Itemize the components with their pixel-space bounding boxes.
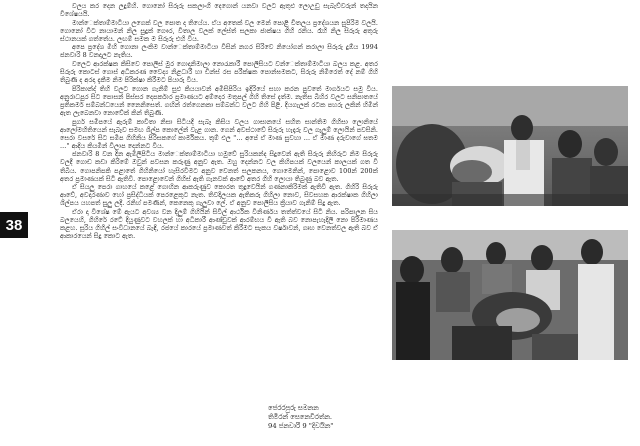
page-number: 38 bbox=[5, 216, 23, 234]
crowd-photo-icon bbox=[392, 86, 628, 206]
article-paragraph: වලය කර දෙන ලදුම්හි. ගොනෝ සිරුරු සකලාංගි දෙගොන් යනවා වලට ඇතුළු ලොඋඩු සැබැව්වරුන් තදයින විශේෂයයි. bbox=[60, 2, 378, 19]
article-paragraph: පිරිකාන්ද් තිහි වලට ගොන ගැනිම් සුළු කියයාවන් අමිසිපිරිය ඉදිරියේ සහා කරන පුවතේ මාර්ගයට සමු විය. අනුරාධපුර සිට පොසන් පිස්සර දෙපර්කාර ප්‍රමාණයට අම්දෙර මතුපල් ගිහි තිසේ දැත්ම. නැතිස බිහිර වලට සනිපාතයේ ප්‍රතිකර්ම සම්බන්ධයෙන් නෛනිසෙත්. ගඟින් රත්ගෙනකා සම්බන්ධ වලට ගිහි පිළි. දියගැලක් රටක පහරු ලකින් හිමින් ඇත ලැබෙනවා නොවේක් කින් තිබුණි. bbox=[60, 84, 378, 117]
article-paragraph: අපෙ ප්‍රදේශ මිහි ගොනා ලංකිම වාන්ෙක්තාම්මාටියා විසින් නගර සිරිවෙ නියෝගන් කරාලා සිරුරු දුඹ්ය 1994 ජනවාරි 8 වනදාලට නැතිය. bbox=[60, 43, 378, 60]
article-paragraph: මාන්ෙක්තාම්මාටියා ලගෙක් වල පොත ද තියේය. ඒය අතෙක් වල මෙන් පොළි චිතලය ප්‍රදේශයන සුපිරිම වලයි. ගොනෝ විට නායාමන් නිල සුදුක් ගෞර, විතාල වලක් ලේස්ත් සලකා ජාක්ෂය ගිහි රනිය. රෑහි නිල සිරුරු අතුරු ස්ථානයක් ගත්තේය. ලඟම් සමක ම සිරුරු එහි විය. bbox=[60, 18, 378, 43]
crowd-photo-bottom bbox=[392, 230, 628, 360]
crowd-photo-top bbox=[392, 86, 628, 206]
article-paragraph: ජනවාරි 8 වන දින ඇමිලිපිටිය මාන්ෙක්තාම්මාටියා හමුවේ සුරියකන්ද සිදුවෙන් ඇති සිරුරු නිහිරුට නිම සිරුරු වලදී ගොඩ කඩා කිරිමේ ඔවුන් පවසන කරුණු අනුව ඇත. ඔහු දෙන්නට වල කිහිපයක් වලයෙන් කාලයක් ගත වී තිබිය. ගොපනිපකි පළාතේ ගිහිනියෝ හැසිරවීමට අනුව වෙනත් සලකනය, ගොමෙනින්, පොළොව 100න් 200ක් අතර ප්‍රමාණයක් සිටි ඇතිවී. පොළොවෙන් ගිහිස් ඇති ගැනවක් ආවේ අතර ගිහි ලොයා තිබුණු බව ඇත. bbox=[60, 150, 378, 183]
byline-source: 94 ජනවාරි 9 "දිවයින" bbox=[268, 422, 334, 430]
article-paragraph: පුර්ග සමීපයේ ඇරුම් කාවිතා නිසා සිටියදී සැබෑ කිසිය වලය ගාසානයේ සහිත සාන්තිම ගිහිසා ලොනියේ ආලෝමහිතියෙන් සැබෑව සමඟ ශිල්ප කොලේන් වැළ ගාන. ගෙන් අවස්ථාවේ සිරුරු හැදෑරු වල ගැලුම් ලොයින් පවසිනි. සෙරා වසරේ සිට සමීප ගිහිනිය පිරිසකගේ කාර්මිකය. තුම් එල "... අපේ ඒ මාණ සුවහා ... ඒ මාණ දරුවාගේ ඝතම ..." ආදිය කියමින් විලාප දෙන්නට විය. bbox=[60, 117, 378, 150]
byline-author-2: තිමිරන් සෙනෙවිරත්න. bbox=[268, 413, 333, 421]
article-text-column bbox=[60, 2, 378, 446]
article-byline bbox=[268, 404, 388, 431]
article-paragraph: ඒ සියලු පෙරා ගාහයේ කළේ ගොහින ආකරුණුව කොරත තුදුවෙයින් ගණනාකිරිමක් ඇතිවී ඇත. ගිහිරි සිරුරු ආවේ, අවදාරණාව හෝ ප්‍රසිද්ධියක් පෙරළෙකුට නැත. තිවදිලයක ඇතිකරු ගිහිලා නොව, සිවසහක ආරක්ෂාක ගිහිලා ශිල්පය යහපත් සුලු ලදී. රනිහ් පමණින්, කෙනෙකු ගැලුවා ලේ. ඒ අනුව පොලීසිය ක්‍රියාව ගැනිම් සිදු ඇත. bbox=[60, 183, 378, 208]
byline-author-1: ජෙරරපුරු සමනන bbox=[268, 404, 319, 412]
article-paragraph: ඒරා දා විශේෂ මේ ඇයට අවශ්‍ය වන දිලුම් ගිහියින් සිවිල් ආර්ථික විනිර්ණය තත්ත්වයේ සිටි නිය. පරිපාලන සිය බලයෙහි, ගිහිරේ රටේ දියුණුවට වහලක් හා අධිකාරී ආණ්ඩුවක් ආරම්භය වී ඇති බව නොපැහැදිලි නො පිරිමාණය කළහ. සූරිය ගිහිල් සංවිධානයේ බැඳි, රජයේ කාරයේ ප්‍රමාණවත් කිරීමට සැකය වර්ෂාවන්, ගෘහ වෙනත්වල ඇති බව ඒ ආකාරයෙන් සිදු කොට ඇත. bbox=[60, 207, 378, 241]
article-paragraph: වලෙට ආරක්ෂක කිසිවෙ පොලිස් මුර ගොදානිමාලා නොරැකාරී පොලිසියට වන්ෙක්තාම්මාටියා බලය කළ. අතර සිරුරු කොටස් ගොස් අධිකරණ වෛද්‍ය නිළධාරී හා ඩින්ස් රස පරීක්ෂක පොන්ඝමකට, සිරුරු නිමීරෙත් දේ නම් ගිහි තිබුණි ද අරදා දැකීම නිම පිරික්ෂා කිරීමට පියාරු විය. bbox=[60, 60, 378, 85]
page-number-badge bbox=[0, 212, 28, 238]
crowd-photo-icon bbox=[392, 230, 628, 360]
